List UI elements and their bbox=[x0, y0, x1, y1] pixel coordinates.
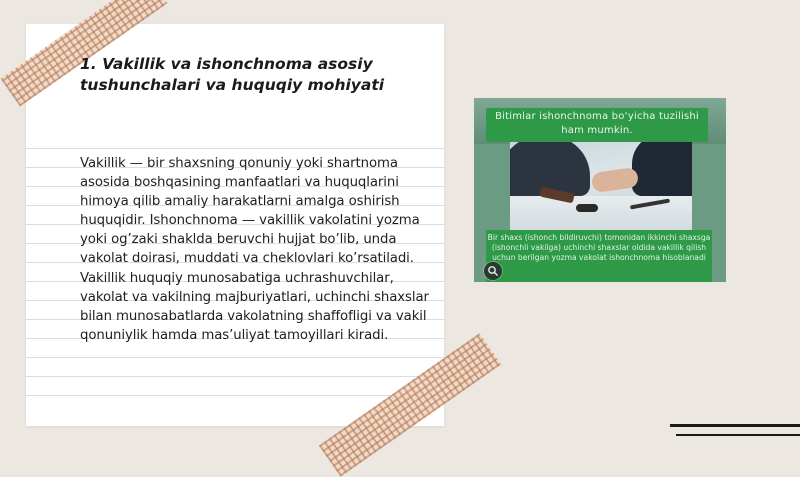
paper-rule bbox=[26, 376, 444, 377]
slide-body-text: Vakillik — bir shaxsning qonuniy yoki shartnoma asosida boshqasining manfaatlari va huquqlarini himoya qilib amaliy harakatlarni amalga oshirish huquqidir. Ishonchnoma — vakillik vakolatini yozma yoki og’zaki shaklda beruvchi hujjat bo’lib, unda vakolat doirasi, muddati va cheklovlari ko’rsatiladi. Vakillik huquqiy munosabatiga uchrashuvchilar, vakolat va vakilning majburiyatlari, uchinchi shaxslar bilan munosabatlarda vakolatning shaffofligi va vakil qonuniylik hamda mas’uliyat tamoyillari kiradi. bbox=[80, 156, 429, 343]
illustration-image bbox=[474, 98, 726, 282]
image-banner-top: Bitimlar ishonchnoma bo‘yicha tuzilishi ham mumkin. bbox=[486, 108, 708, 142]
paper-rule bbox=[26, 395, 444, 396]
paper-rule bbox=[26, 148, 444, 149]
decorative-line bbox=[676, 434, 800, 436]
lens-icon[interactable] bbox=[484, 262, 502, 280]
gavel-block bbox=[576, 204, 598, 212]
person-right bbox=[632, 142, 692, 196]
lens-glyph bbox=[487, 265, 499, 277]
paper-rule bbox=[26, 357, 444, 358]
image-banner-bottom: Bir shaxs (ishonch bildiruvchi) tomonidan ikkinchi shaxsga (ishonchli vakilga) uchinchi shaxslar oldida vakillik qilish uchun berilgan yozma vakolat ishonchnoma hisoblanadi bbox=[486, 230, 712, 282]
decorative-line bbox=[670, 424, 800, 427]
handshake-scene bbox=[510, 142, 692, 230]
slide-title: 1. Vakillik va ishonchnoma asosiy tushunchalari va huquqiy mohiyati bbox=[80, 55, 385, 94]
decorative-lines bbox=[660, 410, 800, 450]
